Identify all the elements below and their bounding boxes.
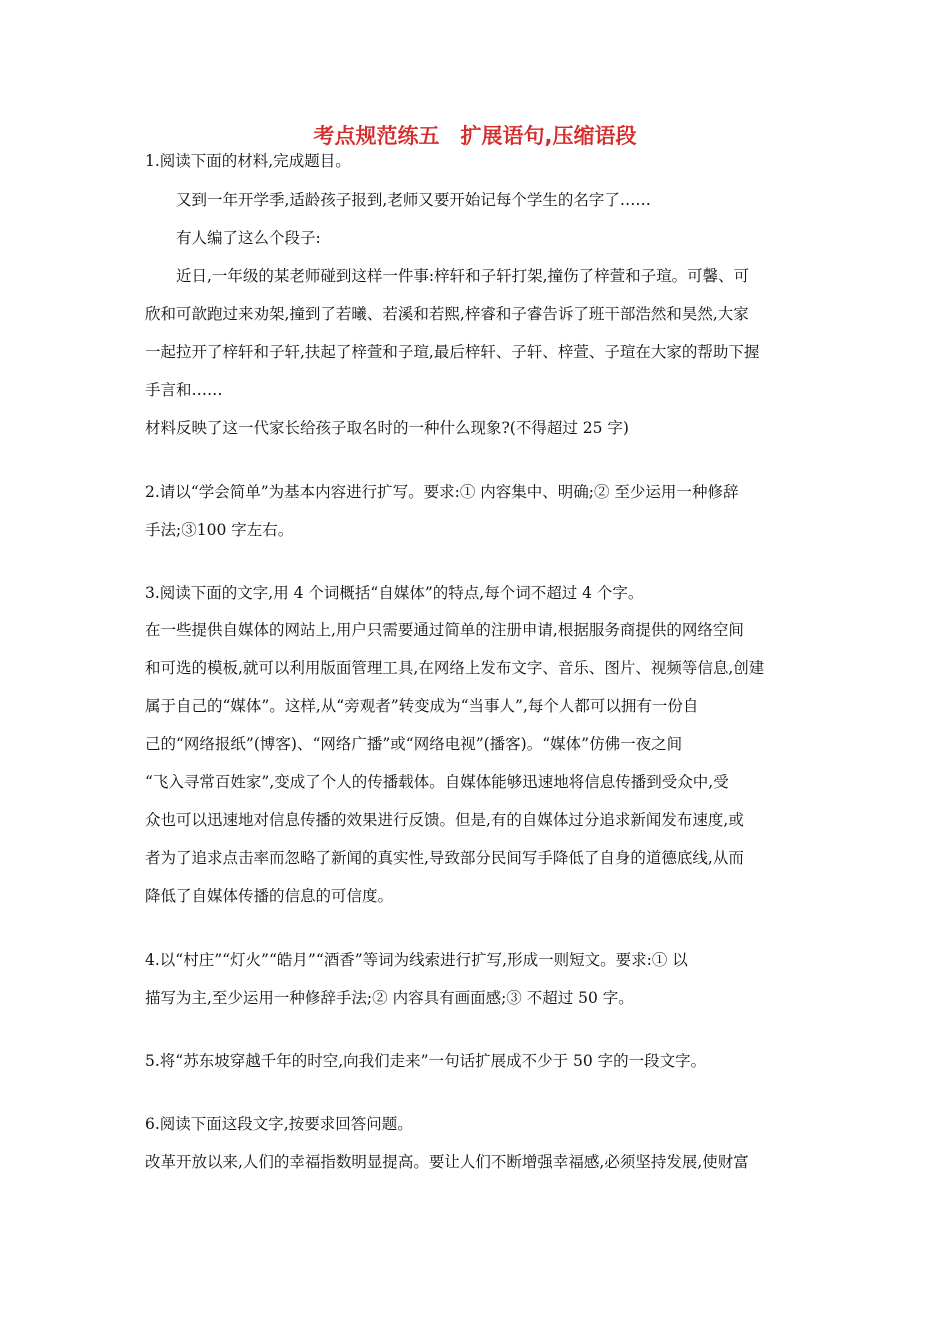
q3-text-line: 降低了自媒体传播的信息的可信度。 bbox=[145, 887, 394, 905]
q3-text-line: “飞入寻常百姓家”,变成了个人的传播载体。自媒体能够迅速地将信息传播到受众中,受 bbox=[145, 773, 729, 791]
q4-line: 描写为主,至少运用一种修辞手法;② 内容具有画面感;③ 不超过 50 字。 bbox=[145, 989, 634, 1007]
q3-stem: 3.阅读下面的文字,用 4 个词概括“自媒体”的特点,每个词不超过 4 个字。 bbox=[145, 584, 644, 602]
page-title: 考点规范练五 扩展语句,压缩语段 bbox=[313, 124, 637, 148]
q6-text-line: 改革开放以来,人们的幸福指数明显提高。要让人们不断增强幸福感,必须坚持发展,使财富 bbox=[145, 1153, 749, 1171]
q3-text-line: 在一些提供自媒体的网站上,用户只需要通过简单的注册申请,根据服务商提供的网络空间 bbox=[145, 621, 744, 639]
q1-paragraph-1: 又到一年开学季,适龄孩子报到,老师又要开始记每个学生的名字了…… bbox=[176, 191, 651, 209]
q6-stem: 6.阅读下面这段文字,按要求回答问题。 bbox=[145, 1115, 413, 1133]
q2-line: 2.请以“学会简单”为基本内容进行扩写。要求:① 内容集中、明确;② 至少运用一种修辞 bbox=[145, 483, 739, 501]
q1-story-line: 手言和…… bbox=[145, 381, 223, 399]
q1-story-line: 欣和可歆跑过来劝架,撞到了若曦、若溪和若熙,梓睿和子睿告诉了班干部浩然和昊然,大家 bbox=[145, 305, 749, 323]
q5-line: 5.将“苏东坡穿越千年的时空,向我们走来”一句话扩展成不少于 50 字的一段文字。 bbox=[145, 1052, 707, 1070]
q1-question: 材料反映了这一代家长给孩子取名时的一种什么现象?(不得超过 25 字) bbox=[145, 419, 629, 437]
q1-stem: 1.阅读下面的材料,完成题目。 bbox=[145, 152, 351, 170]
q1-story-line: 近日,一年级的某老师碰到这样一件事:梓轩和子轩打架,撞伤了梓萱和子瑄。可馨、可 bbox=[176, 267, 750, 285]
q3-text-line: 己的“网络报纸”(博客)、“网络广播”或“网络电视”(播客)。“媒体”仿佛一夜之间 bbox=[145, 735, 683, 753]
q3-text-line: 者为了追求点击率而忽略了新闻的真实性,导致部分民间写手降低了自身的道德底线,从而 bbox=[145, 849, 744, 867]
q3-text-line: 众也可以迅速地对信息传播的效果进行反馈。但是,有的自媒体过分追求新闻发布速度,或 bbox=[145, 811, 744, 829]
q1-story-line: 一起拉开了梓轩和子轩,扶起了梓萱和子瑄,最后梓轩、子轩、梓萱、子瑄在大家的帮助下握 bbox=[145, 343, 760, 361]
q3-text-line: 和可选的模板,就可以利用版面管理工具,在网络上发布文字、音乐、图片、视频等信息,创建 bbox=[145, 659, 765, 677]
q2-line: 手法;③100 字左右。 bbox=[145, 521, 294, 539]
q1-paragraph-2: 有人编了这么个段子: bbox=[176, 229, 321, 247]
q4-line: 4.以“村庄”“灯火”“皓月”“酒香”等词为线索进行扩写,形成一则短文。要求:① 以 bbox=[145, 951, 688, 969]
q3-text-line: 属于自己的“媒体”。这样,从“旁观者”转变成为“当事人”,每个人都可以拥有一份自 bbox=[145, 697, 699, 715]
